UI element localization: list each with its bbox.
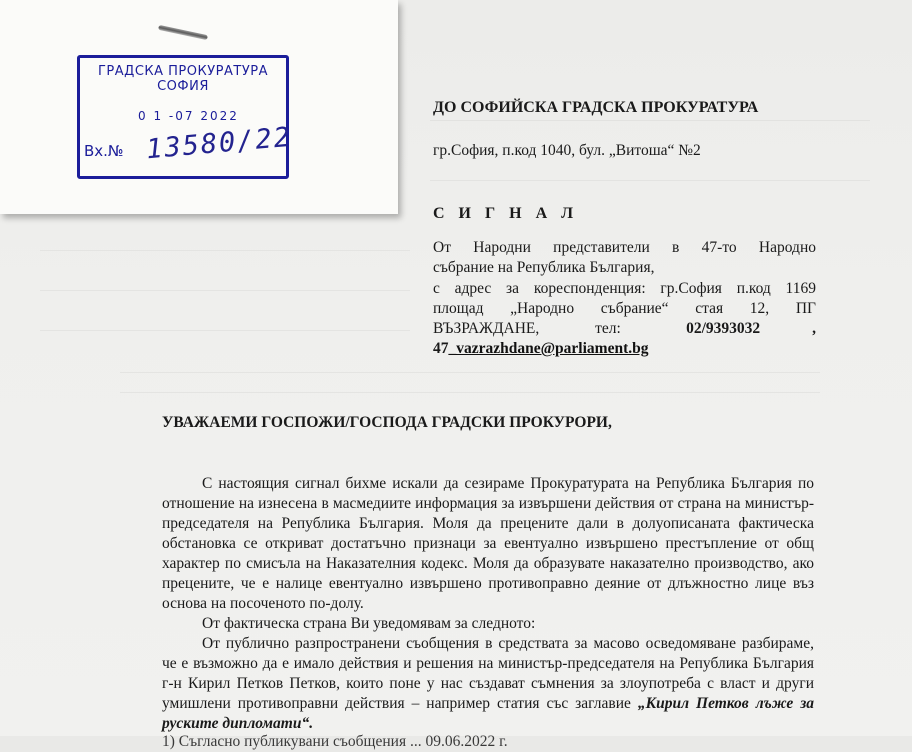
body-line-partial: 1) Съгласно публикувани съобщения ... 09.06.2022 г. bbox=[162, 733, 508, 750]
stamp-org-line2: СОФИЯ bbox=[157, 79, 209, 94]
email-link[interactable]: _vazrazhdane@parliament.bg bbox=[448, 340, 649, 357]
body-line: основа на посоченото по-долу. bbox=[162, 595, 364, 612]
sender-email-line bbox=[433, 339, 816, 359]
show-through-line bbox=[430, 180, 870, 181]
body-line: отношение на изнесена в масмедиите информация за извършени действия от страна на министър- bbox=[162, 495, 814, 512]
show-through-line bbox=[120, 372, 820, 373]
stamp-date: 0 1 -07 2022 bbox=[138, 109, 239, 123]
body-line: От публично разпространени съобщения в средствата за масово осведомяване разбираме, bbox=[202, 635, 814, 652]
document-title: С И Г Н А Л bbox=[433, 205, 579, 222]
registration-stamp bbox=[77, 55, 294, 179]
sender-line: с адрес за кореспонденция: гр.София п.код 1169 bbox=[433, 280, 816, 297]
body-line: г-н Кирил Петков Петков, които поне у нас създават съмнения за злоупотреба с власт и други bbox=[162, 675, 814, 692]
body-line: характер по смисъла на Наказателния кодекс. Моля да образувате наказателно производство, ако bbox=[162, 555, 814, 572]
body-line: прецените, че е налице евентуално извършено противоправно деяние от длъжностно лице въз bbox=[162, 575, 814, 592]
sender-line5-text: ВЪЗРАЖДАНЕ, тел: bbox=[433, 320, 621, 337]
addressee: ДО СОФИЙСКА ГРАДСКА ПРОКУРАТУРА bbox=[433, 99, 759, 116]
body-text: умишлени противоправни действия – например статия със заглавие bbox=[162, 695, 631, 712]
stamp-registration-number: 13580/22 bbox=[144, 121, 294, 166]
stamp-slip bbox=[0, 0, 398, 214]
sender-line: събрание на Република България, bbox=[433, 259, 655, 276]
body-line: обстановка се откриват достатъчно признаци за евентуално извършено престъпление от общ bbox=[162, 535, 814, 552]
body-line bbox=[162, 714, 814, 734]
phone-number: 02/9393032 bbox=[686, 320, 761, 337]
show-through-line bbox=[40, 290, 410, 291]
stamp-org-line1: ГРАДСКА ПРОКУРАТУРА bbox=[98, 64, 268, 79]
addressee-address: гр.София, п.код 1040, бул. „Витоша“ №2 bbox=[433, 142, 701, 159]
stamp-organization bbox=[80, 64, 286, 94]
body-line: че е възможно да е имало действия и решения на министър-председателя на Република България bbox=[162, 655, 814, 672]
body-line: председателя на Република България. Моля да прецените дали в долуописаната фактическа bbox=[162, 515, 814, 532]
article-title-part2: руските дипломати“. bbox=[162, 715, 314, 732]
sender-line: площад „Народно събрание“ стая 12, ПГ bbox=[433, 300, 816, 317]
show-through-line bbox=[40, 250, 410, 251]
sender-contact-line bbox=[433, 319, 816, 339]
salutation: УВАЖАЕМИ ГОСПОЖИ/ГОСПОДА ГРАДСКИ ПРОКУРОРИ, bbox=[162, 414, 612, 431]
staple bbox=[158, 25, 208, 40]
show-through-line bbox=[430, 120, 870, 121]
body-line: От фактическа страна Ви уведомявам за следното: bbox=[202, 615, 536, 632]
body-line bbox=[162, 694, 814, 714]
body-line: С настоящия сигнал бихме искали да сезираме Прокуратурата на Република България по bbox=[202, 475, 814, 492]
sender-line: От Народни представители в 47-то Народно bbox=[433, 239, 816, 256]
show-through-line bbox=[40, 330, 410, 331]
stamp-incoming-label: Вх.№ bbox=[84, 142, 124, 160]
show-through-line bbox=[120, 392, 820, 393]
article-title-part1: „Кирил Петков лъже за bbox=[637, 695, 814, 712]
email-prefix: 47 bbox=[433, 340, 449, 357]
phone-comma: , bbox=[812, 320, 816, 337]
